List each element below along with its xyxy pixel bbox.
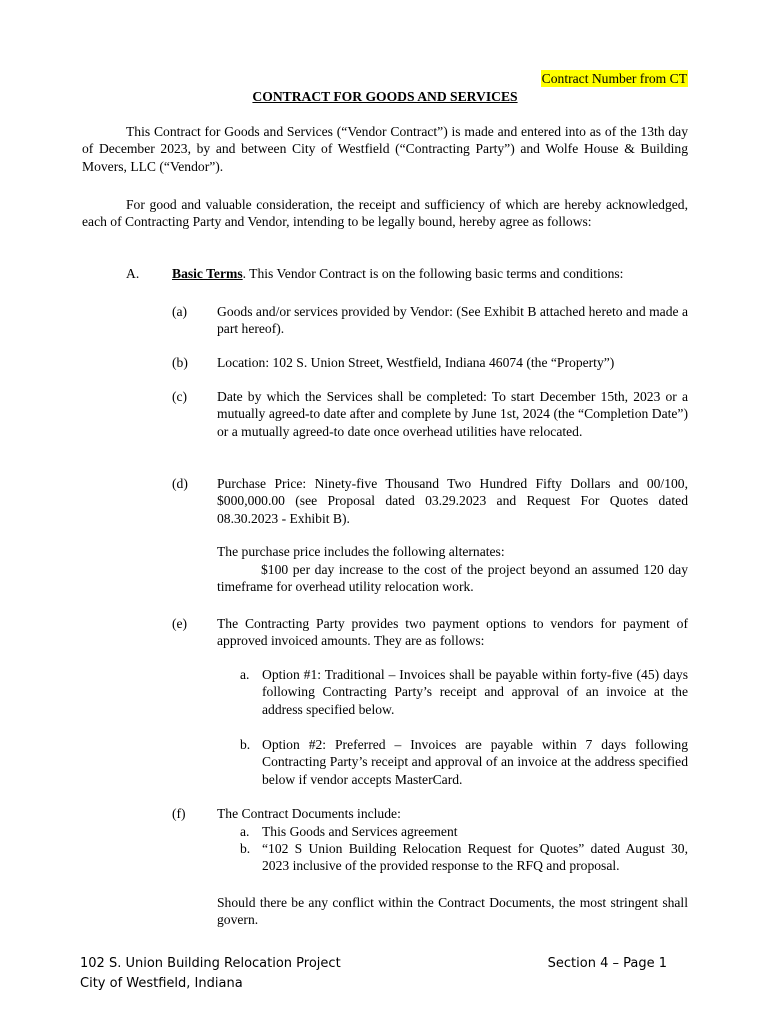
alternates-text: $100 per day increase to the cost of the project beyond an assumed 120 day timeframe for overhead utility relocation work. [217, 562, 688, 595]
item-a-text: Goods and/or services provided by Vendor: (See Exhibit B attached hereto and made a part hereof). [217, 304, 688, 337]
footer-page-number: Section 4 – Page 1 [547, 956, 667, 971]
payment-option-1-label: a. [240, 667, 250, 682]
item-c-text: Date by which the Services shall be completed: To start December 15th, 2023 or a mutually agreed-to date after and complete by June 1st, 2024 (the “Completion Date”) or a mutually agreed-to date once overhead utilities have relocated. [217, 389, 688, 439]
payment-option-2-text: Option #2: Preferred – Invoices are payable within 7 days following Contracting Party’s receipt and approval of an invoice at the address specified below if vendor accepts MasterCard. [262, 737, 688, 787]
item-d-label: (d) [172, 476, 188, 491]
item-f-label: (f) [172, 806, 186, 821]
payment-option-2-label: b. [240, 737, 251, 752]
conflict-paragraph: Should there be any conflict within the Contract Documents, the most stringent shall govern. [217, 895, 688, 928]
basic-terms-label: Basic Terms [172, 266, 243, 281]
footer-project: 102 S. Union Building Relocation Project [80, 956, 341, 971]
alternates-intro: The purchase price includes the following alternates: [217, 544, 505, 559]
section-a-heading [172, 265, 688, 282]
item-e-text: The Contracting Party provides two payment options to vendors for payment of approved invoiced amounts. They are as follows: [217, 616, 688, 649]
payment-option-1-text: Option #1: Traditional – Invoices shall be payable within forty-five (45) days following Contracting Party’s receipt and approval of an invoice at the address specified below. [262, 667, 688, 717]
item-b-text: Location: 102 S. Union Street, Westfield, Indiana 46074 (the “Property”) [217, 355, 615, 370]
item-d-text: Purchase Price: Ninety-five Thousand Two Hundred Fifty Dollars and 00/100, $000,000.00 (see Proposal dated 03.29.2023 and Request For Quotes dated 08.30.2023 - Exhibit B). [217, 476, 688, 526]
contract-doc-b-label: b. [240, 841, 251, 856]
basic-terms-text: . This Vendor Contract is on the following basic terms and conditions: [242, 266, 624, 281]
consideration-paragraph: For good and valuable consideration, the receipt and sufficiency of which are hereby acknowledged, each of Contracting Party and Vendor, intending to be legally bound, hereby agree as follows: [82, 197, 688, 230]
item-f-text: The Contract Documents include: [217, 806, 401, 821]
contract-doc-a-text: This Goods and Services agreement [262, 824, 458, 839]
item-a-label: (a) [172, 304, 188, 319]
item-e-label: (e) [172, 616, 188, 631]
document-title: CONTRACT FOR GOODS AND SERVICES [252, 89, 518, 104]
contract-doc-b-text: “102 S Union Building Relocation Request for Quotes” dated August 30, 2023 inclusive of the provided response to the RFQ and proposal. [262, 841, 688, 874]
intro-paragraph: This Contract for Goods and Services (“Vendor Contract”) is made and entered into as of the 13th day of December 2023, by and between City of Westfield (“Contracting Party”) and Wolfe House & Building Movers, LLC (“Vendor”). [82, 124, 688, 174]
footer-city: City of Westfield, Indiana [80, 976, 243, 991]
contract-doc-a-label: a. [240, 824, 250, 839]
contract-number-highlight: Contract Number from CT [541, 71, 687, 86]
item-b-label: (b) [172, 355, 188, 370]
section-a-letter: A. [126, 266, 140, 281]
item-c-label: (c) [172, 389, 188, 404]
